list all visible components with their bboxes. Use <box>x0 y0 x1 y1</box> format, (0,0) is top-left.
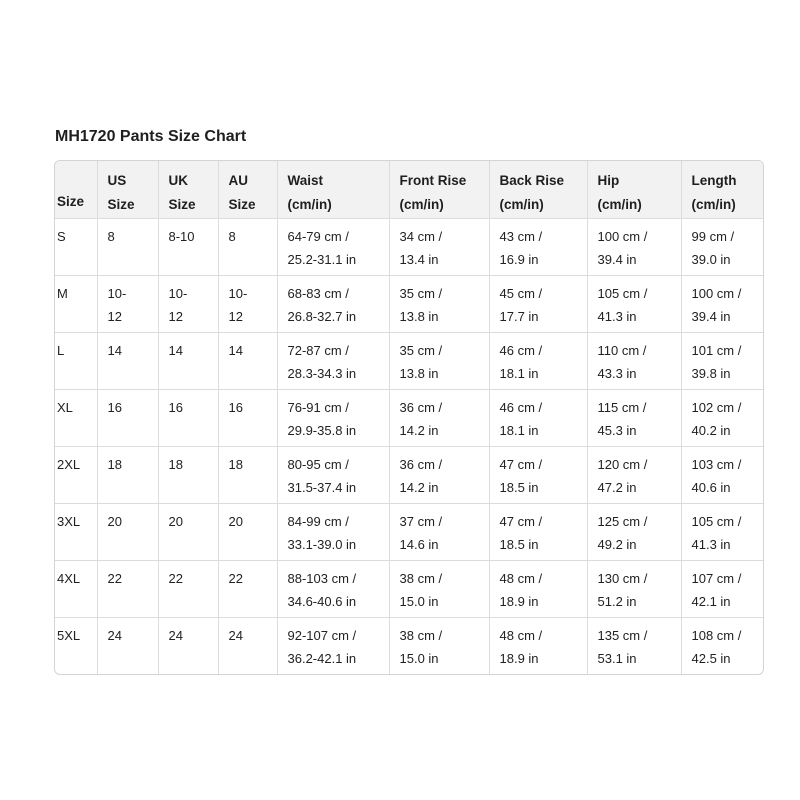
cell-value: 46 cm / <box>499 399 543 415</box>
column-header <box>389 161 489 218</box>
table-cell-front-rise <box>389 332 489 389</box>
size-cell <box>55 275 97 332</box>
table-cell-back-rise <box>489 446 587 503</box>
cell-value: 107 cm / <box>691 570 742 586</box>
cell-value: 68-83 cm / <box>287 285 349 301</box>
cell-value: 13.4 in <box>399 251 439 267</box>
size-label: 2XL <box>57 456 81 472</box>
table-cell-length <box>681 275 763 332</box>
table-cell-front-rise <box>389 560 489 617</box>
cell-value: 37 cm / <box>399 513 443 529</box>
cell-value: 18 <box>107 456 122 472</box>
table-cell-us <box>97 275 158 332</box>
table-cell-us <box>97 446 158 503</box>
table-cell-uk <box>158 389 218 446</box>
table-cell-back-rise <box>489 275 587 332</box>
cell-value: 14.2 in <box>399 422 439 438</box>
cell-value: 33.1-39.0 in <box>287 536 357 552</box>
cell-value: 20 <box>107 513 122 529</box>
size-label: 4XL <box>57 570 81 586</box>
cell-value: 72-87 cm / <box>287 342 349 358</box>
table-row <box>55 503 763 560</box>
cell-value: 53.1 in <box>597 650 637 666</box>
cell-value: 102 cm / <box>691 399 742 415</box>
cell-value: 8 <box>228 228 236 244</box>
table-cell-front-rise <box>389 389 489 446</box>
size-chart-table <box>55 161 763 674</box>
table-cell-waist <box>277 275 389 332</box>
cell-value: 48 cm / <box>499 570 543 586</box>
table-row <box>55 560 763 617</box>
cell-value: 13.8 in <box>399 365 439 381</box>
cell-value: 18.5 in <box>499 536 539 552</box>
cell-value: 8 <box>107 228 115 244</box>
page-title: MH1720 Pants Size Chart <box>55 128 247 145</box>
column-header <box>681 161 763 218</box>
cell-value: 110 cm / <box>597 342 647 358</box>
table-cell-hip <box>587 503 681 560</box>
table-cell-waist <box>277 560 389 617</box>
table-row <box>55 218 763 275</box>
table-cell-us <box>97 332 158 389</box>
cell-value: 38 cm / <box>399 570 443 586</box>
table-cell-us <box>97 389 158 446</box>
cell-value: 14.6 in <box>399 536 439 552</box>
cell-value: 22 <box>107 570 122 586</box>
table-cell-au <box>218 503 277 560</box>
column-header <box>218 161 277 218</box>
cell-value: 100 cm / <box>597 228 648 244</box>
size-cell <box>55 389 97 446</box>
cell-value: 17.7 in <box>499 308 539 324</box>
cell-value: 10- <box>107 285 127 301</box>
table-cell-hip <box>587 446 681 503</box>
column-header <box>97 161 158 218</box>
table-cell-au <box>218 218 277 275</box>
table-cell-length <box>681 389 763 446</box>
cell-value: 24 <box>228 627 243 643</box>
size-cell <box>55 503 97 560</box>
column-header <box>277 161 389 218</box>
cell-value: 88-103 cm / <box>287 570 357 586</box>
table-cell-hip <box>587 218 681 275</box>
cell-value: 13.8 in <box>399 308 439 324</box>
table-row <box>55 332 763 389</box>
cell-value: 64-79 cm / <box>287 228 349 244</box>
table-cell-hip <box>587 275 681 332</box>
cell-value: 38 cm / <box>399 627 443 643</box>
cell-value: 34 cm / <box>399 228 443 244</box>
cell-value: 10- <box>168 285 188 301</box>
cell-value: 14 <box>107 342 122 358</box>
table-cell-waist <box>277 389 389 446</box>
table-cell-length <box>681 446 763 503</box>
column-header <box>55 161 97 218</box>
cell-value: 16 <box>107 399 122 415</box>
cell-value: 99 cm / <box>691 228 735 244</box>
table-cell-uk <box>158 503 218 560</box>
cell-value: 34.6-40.6 in <box>287 593 357 609</box>
table-cell-back-rise <box>489 332 587 389</box>
column-header <box>158 161 218 218</box>
size-cell <box>55 332 97 389</box>
table-row <box>55 275 763 332</box>
column-header-sublabel: (cm/in) <box>287 197 332 212</box>
size-label: 5XL <box>57 627 81 643</box>
cell-value: 41.3 in <box>691 536 731 552</box>
cell-value: 22 <box>168 570 183 586</box>
cell-value: 47 cm / <box>499 456 543 472</box>
column-header-sublabel: Size <box>168 197 196 212</box>
cell-value: 47.2 in <box>597 479 637 495</box>
cell-value: 18.9 in <box>499 593 539 609</box>
table-cell-us <box>97 503 158 560</box>
column-header-label: Front Rise <box>399 173 467 188</box>
table-body <box>55 218 763 674</box>
column-header-sublabel: (cm/in) <box>691 197 736 212</box>
cell-value: 36 cm / <box>399 456 443 472</box>
cell-value: 15.0 in <box>399 593 439 609</box>
size-cell <box>55 218 97 275</box>
table-cell-front-rise <box>389 617 489 674</box>
cell-value: 14 <box>228 342 243 358</box>
table-cell-uk <box>158 332 218 389</box>
size-label: L <box>57 342 65 358</box>
cell-value: 36 cm / <box>399 399 443 415</box>
cell-value: 12 <box>228 308 243 324</box>
cell-value: 8-10 <box>168 228 195 244</box>
cell-value: 36.2-42.1 in <box>287 650 357 666</box>
table-cell-au <box>218 275 277 332</box>
cell-value: 42.5 in <box>691 650 731 666</box>
cell-value: 24 <box>168 627 183 643</box>
cell-value: 40.6 in <box>691 479 731 495</box>
cell-value: 105 cm / <box>691 513 742 529</box>
cell-value: 39.4 in <box>597 251 637 267</box>
table-cell-length <box>681 332 763 389</box>
size-cell <box>55 560 97 617</box>
cell-value: 18.1 in <box>499 365 539 381</box>
column-header-label: Length <box>691 173 737 188</box>
cell-value: 115 cm / <box>597 399 647 415</box>
cell-value: 43.3 in <box>597 365 637 381</box>
cell-value: 10- <box>228 285 248 301</box>
cell-value: 39.4 in <box>691 308 731 324</box>
table-cell-uk <box>158 275 218 332</box>
table-cell-au <box>218 560 277 617</box>
table-header-row <box>55 161 763 218</box>
size-label: XL <box>57 399 73 415</box>
table-cell-waist <box>277 617 389 674</box>
cell-value: 15.0 in <box>399 650 439 666</box>
table-cell-waist <box>277 332 389 389</box>
cell-value: 16 <box>168 399 183 415</box>
table-cell-hip <box>587 617 681 674</box>
table-cell-front-rise <box>389 503 489 560</box>
cell-value: 25.2-31.1 in <box>287 251 357 267</box>
table-cell-waist <box>277 218 389 275</box>
table-cell-waist <box>277 503 389 560</box>
cell-value: 43 cm / <box>499 228 543 244</box>
cell-value: 105 cm / <box>597 285 648 301</box>
cell-value: 24 <box>107 627 122 643</box>
table-cell-length <box>681 617 763 674</box>
table-cell-uk <box>158 617 218 674</box>
table-row <box>55 389 763 446</box>
cell-value: 48 cm / <box>499 627 543 643</box>
size-cell <box>55 446 97 503</box>
cell-value: 12 <box>107 308 122 324</box>
table-row <box>55 446 763 503</box>
cell-value: 18.5 in <box>499 479 539 495</box>
cell-value: 135 cm / <box>597 627 648 643</box>
cell-value: 20 <box>228 513 243 529</box>
column-header <box>587 161 681 218</box>
cell-value: 46 cm / <box>499 342 543 358</box>
cell-value: 47 cm / <box>499 513 543 529</box>
cell-value: 26.8-32.7 in <box>287 308 357 324</box>
cell-value: 103 cm / <box>691 456 742 472</box>
cell-value: 49.2 in <box>597 536 637 552</box>
cell-value: 76-91 cm / <box>287 399 349 415</box>
cell-value: 16 <box>228 399 243 415</box>
size-label: M <box>57 285 68 301</box>
column-header <box>489 161 587 218</box>
cell-value: 18.1 in <box>499 422 539 438</box>
table-cell-hip <box>587 560 681 617</box>
table-cell-hip <box>587 332 681 389</box>
size-label: 3XL <box>57 513 81 529</box>
cell-value: 125 cm / <box>597 513 648 529</box>
cell-value: 18 <box>168 456 183 472</box>
cell-value: 51.2 in <box>597 593 637 609</box>
cell-value: 108 cm / <box>691 627 742 643</box>
cell-value: 101 cm / <box>691 342 742 358</box>
table-cell-back-rise <box>489 503 587 560</box>
cell-value: 92-107 cm / <box>287 627 357 643</box>
column-header-label: AU <box>228 173 248 188</box>
table-cell-front-rise <box>389 446 489 503</box>
column-header-sublabel: Size <box>228 197 256 212</box>
table-row <box>55 617 763 674</box>
table-cell-back-rise <box>489 560 587 617</box>
column-header-label: US <box>107 173 127 188</box>
cell-value: 22 <box>228 570 243 586</box>
cell-value: 18 <box>228 456 243 472</box>
table-cell-uk <box>158 560 218 617</box>
column-header-sublabel: Size <box>107 197 135 212</box>
table-cell-au <box>218 332 277 389</box>
table-cell-length <box>681 218 763 275</box>
cell-value: 39.0 in <box>691 251 731 267</box>
cell-value: 16.9 in <box>499 251 539 267</box>
column-header-sublabel: (cm/in) <box>597 197 642 212</box>
table-cell-back-rise <box>489 389 587 446</box>
cell-value: 28.3-34.3 in <box>287 365 357 381</box>
table-cell-us <box>97 617 158 674</box>
column-header-label: UK <box>168 173 188 188</box>
cell-value: 40.2 in <box>691 422 731 438</box>
table-cell-front-rise <box>389 218 489 275</box>
column-header-label: Hip <box>597 173 620 188</box>
cell-value: 31.5-37.4 in <box>287 479 357 495</box>
table-cell-au <box>218 446 277 503</box>
cell-value: 84-99 cm / <box>287 513 349 529</box>
cell-value: 14.2 in <box>399 479 439 495</box>
table-cell-hip <box>587 389 681 446</box>
table-cell-au <box>218 617 277 674</box>
table-cell-front-rise <box>389 275 489 332</box>
cell-value: 80-95 cm / <box>287 456 349 472</box>
column-header-sublabel: Size <box>57 193 85 209</box>
cell-value: 20 <box>168 513 183 529</box>
cell-value: 120 cm / <box>597 456 648 472</box>
cell-value: 42.1 in <box>691 593 731 609</box>
cell-value: 45 cm / <box>499 285 543 301</box>
table-cell-waist <box>277 446 389 503</box>
cell-value: 14 <box>168 342 183 358</box>
cell-value: 100 cm / <box>691 285 742 301</box>
table-cell-uk <box>158 218 218 275</box>
column-header-label: Back Rise <box>499 173 565 188</box>
table-cell-au <box>218 389 277 446</box>
table-cell-uk <box>158 446 218 503</box>
column-header-sublabel: (cm/in) <box>399 197 444 212</box>
cell-value: 35 cm / <box>399 342 443 358</box>
size-chart-table-container <box>54 160 764 675</box>
table-cell-back-rise <box>489 218 587 275</box>
cell-value: 29.9-35.8 in <box>287 422 357 438</box>
size-label: S <box>57 228 66 244</box>
table-cell-us <box>97 560 158 617</box>
cell-value: 130 cm / <box>597 570 648 586</box>
size-cell <box>55 617 97 674</box>
cell-value: 39.8 in <box>691 365 731 381</box>
cell-value: 41.3 in <box>597 308 637 324</box>
cell-value: 35 cm / <box>399 285 443 301</box>
cell-value: 45.3 in <box>597 422 637 438</box>
cell-value: 18.9 in <box>499 650 539 666</box>
cell-value: 12 <box>168 308 183 324</box>
table-cell-us <box>97 218 158 275</box>
table-cell-length <box>681 560 763 617</box>
column-header-label: Waist <box>287 173 324 188</box>
table-cell-length <box>681 503 763 560</box>
table-cell-back-rise <box>489 617 587 674</box>
column-header-sublabel: (cm/in) <box>499 197 544 212</box>
